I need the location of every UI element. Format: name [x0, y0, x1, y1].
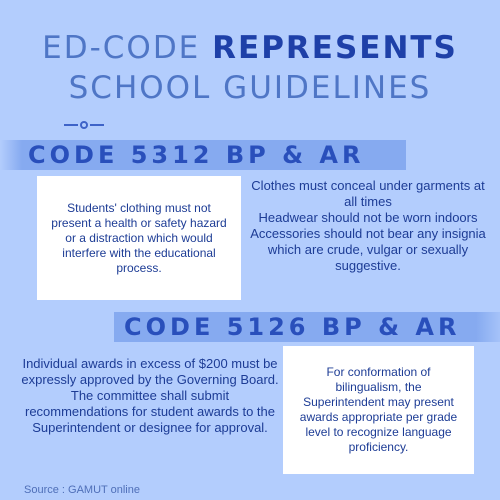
section1-band-fade [0, 140, 22, 170]
section1-right-line-1: Clothes must conceal under garments at all times [251, 178, 485, 209]
section1-right-line-3: Accessories should not bear any insignia which are crude, vulgar or sexually suggestive. [250, 226, 486, 273]
section1-right-text [250, 178, 486, 274]
divider-line-right [90, 124, 104, 126]
poster-title [0, 28, 500, 108]
section2-heading: CODE 5126 BP & AR [124, 313, 461, 341]
section2-band-fade [476, 312, 500, 342]
divider-ornament-icon [64, 121, 104, 129]
section2-left-line-1: Individual awards in excess of $200 must be expressly approved by the Governing Board. [21, 356, 279, 387]
section1-box-text: Students' clothing must not present a health or safety hazard or a distraction which would interfere with the educational process. [51, 200, 227, 275]
divider-dot [80, 121, 88, 129]
title-part-2: REPRESENTS [212, 30, 458, 66]
section2-left-text [20, 356, 280, 436]
source-credit: Source : GAMUT online [24, 484, 140, 496]
title-part-1: ED-CODE [42, 30, 213, 66]
section2-left-line-2: The committee shall submit recommendations for student awards to the Superintendent or designee for approval. [24, 388, 276, 435]
section2-box-text: For conformation of bilingualism, the Superintendent may present awards appropriate per grade level to recognize language proficiency. [299, 365, 458, 454]
section1-white-box [37, 176, 241, 300]
section1-right-line-2: Headwear should not be worn indoors [258, 210, 478, 225]
title-line-2: SCHOOL GUIDELINES [68, 70, 432, 106]
divider-line-left [64, 124, 78, 126]
section1-heading: CODE 5312 BP & AR [28, 141, 365, 169]
title-line-1 [0, 28, 500, 68]
section2-white-box [283, 346, 474, 474]
